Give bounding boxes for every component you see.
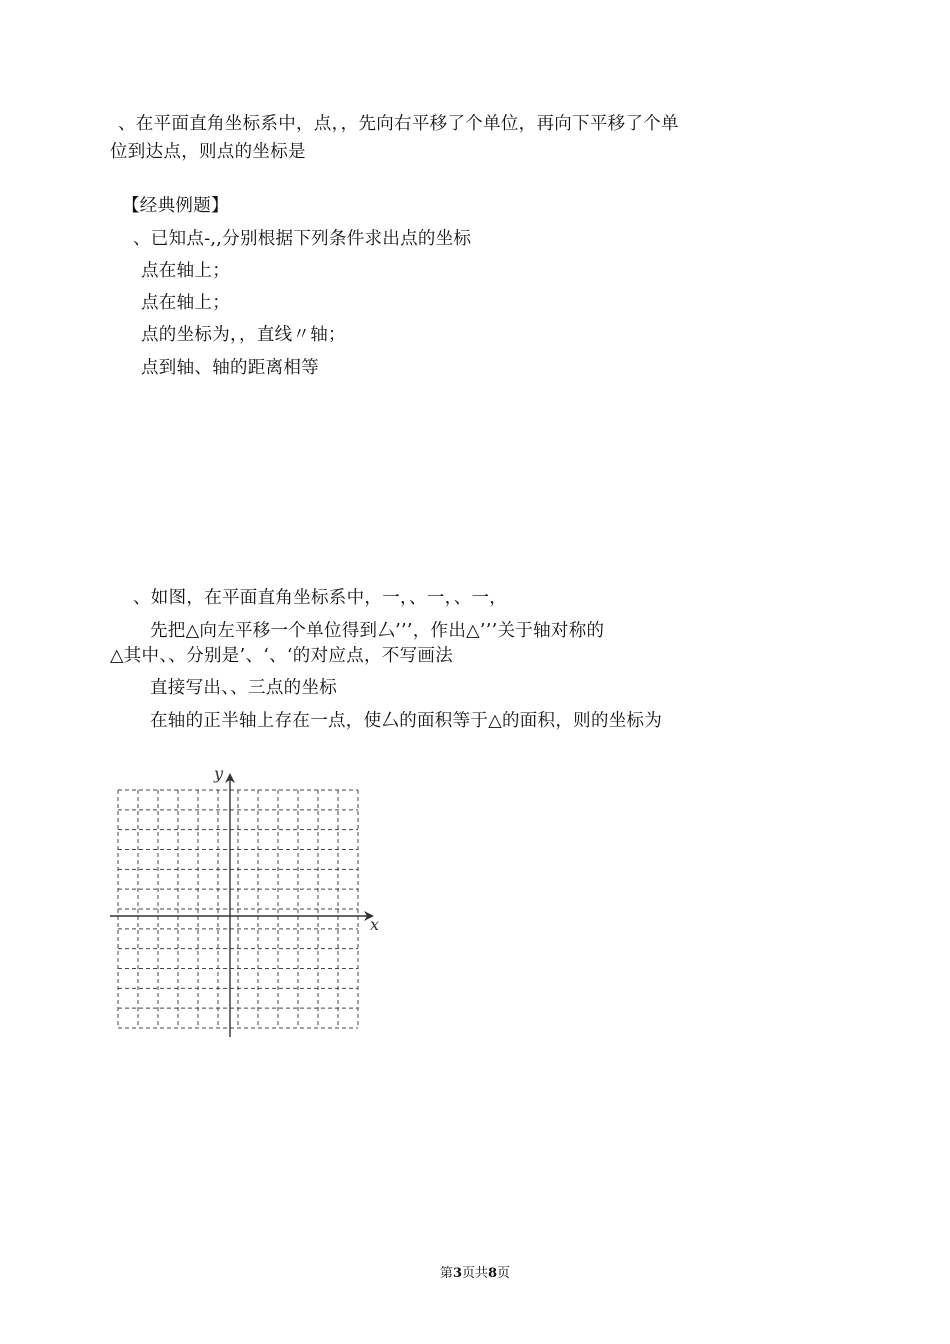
example2-stem: 、如图，在平面直角坐标系中，一，、一，、一， bbox=[133, 588, 508, 608]
coordinate-grid-figure bbox=[108, 765, 388, 1040]
example2-part2: 直接写出、、三点的坐标 bbox=[150, 678, 338, 698]
example1-item-4: 点到轴、轴的距离相等 bbox=[141, 358, 319, 378]
example1-item-2: 点在轴上； bbox=[141, 293, 230, 313]
grid-lines bbox=[118, 790, 358, 1028]
q1-line2: 位到达点，则点的坐标是 bbox=[110, 142, 306, 162]
q1-line1: 、在平面直角坐标系中，点，，先向右平移了个单位，再向下平移了个单 bbox=[118, 114, 679, 134]
footer-suffix: 页 bbox=[497, 1266, 511, 1281]
footer-middle: 页共 bbox=[461, 1266, 488, 1281]
y-axis-label: y bbox=[214, 765, 224, 783]
example1-item-1: 点在轴上； bbox=[141, 261, 230, 281]
footer-prefix: 第 bbox=[439, 1266, 453, 1281]
example2-part1-line2: △其中、、分别是’、‘、‘的对应点，不写画法 bbox=[110, 646, 453, 666]
footer-page-number: 3 bbox=[452, 1266, 462, 1281]
page-footer bbox=[0, 1262, 950, 1281]
example2-part3: 在轴的正半轴上存在一点，使厶的面积等于△的面积，则的坐标为 bbox=[150, 711, 663, 731]
example1-stem: 、已知点-,,分别根据下列条件求出点的坐标 bbox=[133, 229, 472, 249]
x-axis-label: x bbox=[370, 915, 380, 934]
y-axis bbox=[213, 765, 235, 1037]
example1-item-3: 点的坐标为，，直线〃轴； bbox=[141, 325, 346, 345]
x-axis bbox=[110, 911, 379, 934]
example2-part1-line1: 先把△向左平移一个单位得到厶’’’，作出△’’’关于轴对称的 bbox=[150, 621, 605, 641]
section-heading: 【经典例题】 bbox=[122, 196, 229, 216]
footer-total-pages: 8 bbox=[488, 1266, 498, 1281]
